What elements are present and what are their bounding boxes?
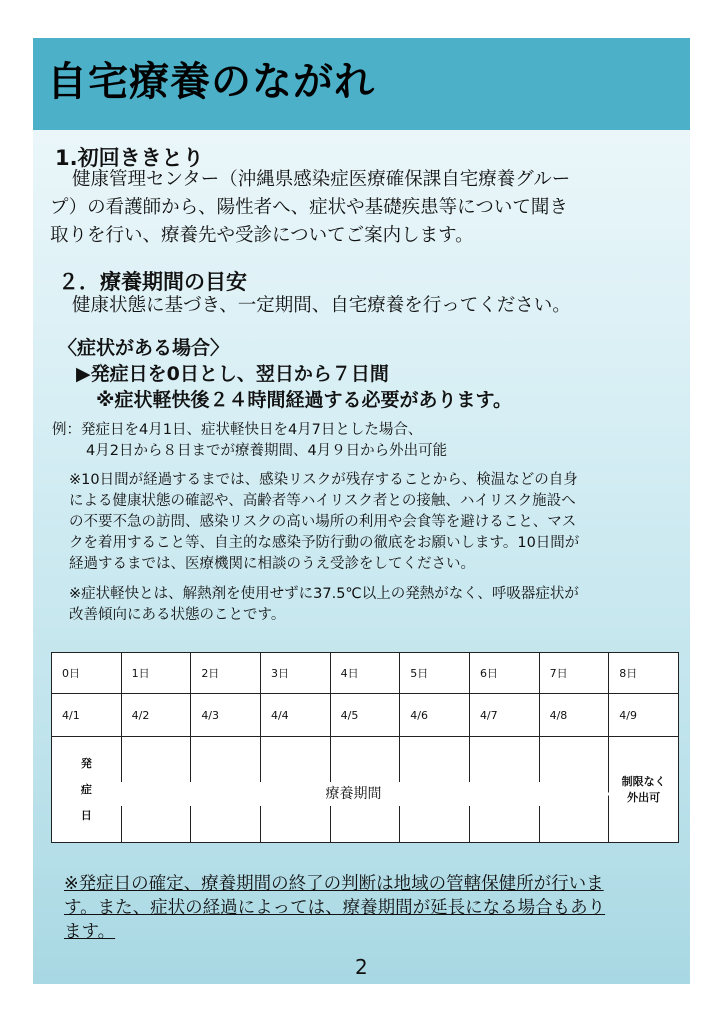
day-cell: 5日 [400,653,470,694]
day-cell: 1日 [121,653,191,694]
onset-char: 日 [80,808,92,822]
example-line: 4月2日から８日までが療養期間、4月９日から外出可能 [86,443,448,459]
note-line: 経過するまでは、医療機関に相談のうえ受診をしてください。 [69,556,475,572]
onset-day-cell [52,737,122,843]
day-cell: 8日 [609,653,679,694]
note-line: ※10日間が経過するまでは、感染リスクが残存することから、検温などの自身 [69,472,578,488]
section1-heading: 1.初回ききとり [55,146,204,170]
date-cell: 4/6 [400,694,470,737]
bottom-note [64,872,669,944]
note-line: の不要不急の訪問、感染リスクの高い場所の利用や会食等を避けること、マス [69,514,577,530]
date-cell: 4/7 [469,694,539,737]
date-cell: 4/1 [52,694,122,737]
case-heading: 〈症状がある場合〉 [58,337,230,359]
free-outing-cell [609,737,679,843]
note-ten-days [69,470,679,575]
date-cell: 4/4 [260,694,330,737]
day-cell: 0日 [52,653,122,694]
section2-heading: ２．療養期間の目安 [58,270,247,294]
example-line: 例：発症日を4月1日、症状軽快日を4月7日とした場合、 [52,422,423,438]
date-cell: 4/5 [330,694,400,737]
day-cell: 2日 [191,653,261,694]
onset-char: 発 [80,756,92,770]
onset-char: 症 [80,782,92,796]
example-block [52,420,447,462]
day-cell: 6日 [469,653,539,694]
note-line: ※症状軽快とは、解熱剤を使用せずに37.5℃以上の発熱がなく、呼吸器症状が [69,586,579,602]
section1-line: 健康管理センター（沖縄県感染症医療確保課自宅療養グルー [72,169,571,190]
schedule-date-row [52,694,679,737]
after-label-line: 制限なく [621,774,666,788]
note-line: 改善傾向にある状態のことです。 [69,607,286,623]
date-cell: 4/3 [191,694,261,737]
period-label: 療養期間 [325,786,382,802]
header-bar [33,38,690,130]
rule-onset: ▶発症日を0日とし、翌日から７日間 [76,363,389,385]
day-cell: 4日 [330,653,400,694]
bottom-note-line: ※発症日の確定、療養期間の終了の判断は地域の管轄保健所が行いま [64,874,604,894]
note-line: クを着用すること等、自主的な感染予防行動の徹底をお願いします。10日間が [69,535,580,551]
section2-intro: 健康状態に基づき、一定期間、自宅療養を行ってください。 [72,295,571,316]
bottom-note-line: ます。 [64,922,116,942]
note-line: による健康状態の確認や、高齢者等ハイリスク者との接触、ハイリスク施設へ [69,493,576,509]
day-cell: 7日 [539,653,609,694]
section1-line: プ）の看護師から、陽性者へ、症状や基礎疾患等について聞き [50,197,568,218]
section1-body [50,166,680,250]
date-cell: 4/9 [609,694,679,737]
date-cell: 4/8 [539,694,609,737]
bottom-note-line: す。また、症状の経過によっては、療養期間が延長になる場合もあり [64,898,606,918]
after-label-line: 外出可 [627,790,661,804]
page-title: 自宅療養のながれ [47,59,375,105]
day-cell: 3日 [260,653,330,694]
section1-line: 取りを行い、療養先や受診についてご案内します。 [50,225,474,246]
note-recovery-definition [69,584,679,626]
date-cell: 4/2 [121,694,191,737]
page-number: 2 [355,955,368,979]
period-arrow [121,770,610,818]
rule-recovery: ※症状軽快後２４時間経過する必要があります。 [96,389,512,411]
schedule-day-row [52,653,679,694]
